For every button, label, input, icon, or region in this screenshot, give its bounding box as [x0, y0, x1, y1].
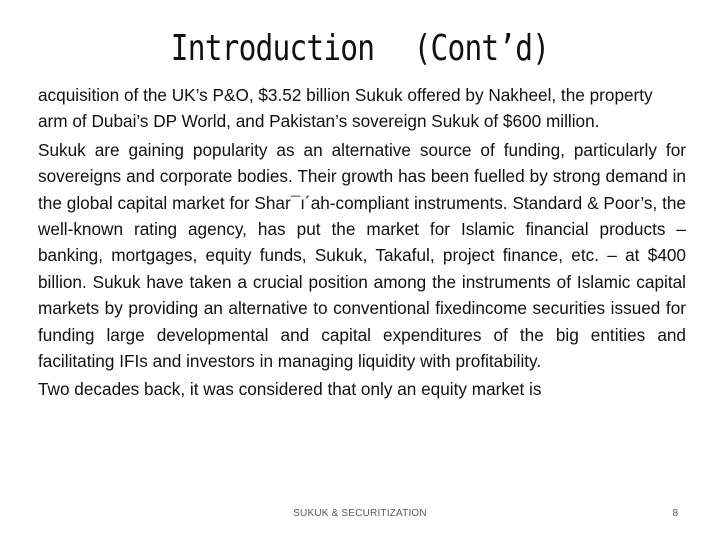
- body-paragraph-2: Sukuk are gaining popularity as an alternative source of funding, particularly for sovereigns and corporate bodies. Their growth has been fuelled by strong demand in the global capital market for Shar¯ı´ah-compliant instruments. Standard & Poor’s, the well-known rating agency, has put the market for Islamic financial products – banking, mortgages, equity funds, Sukuk, Takaful, project finance, etc. – at $400 billion. Sukuk have taken a crucial position among the instruments of Islamic capital markets by providing an alternative to conventional fixedincome securities issued for funding large developmental and capital expenditures of the big entities and facilitating IFIs and investors in managing liquidity with profitability.: [38, 139, 686, 372]
- page-number: 8: [672, 508, 678, 519]
- slide-title-main: Introduction: [170, 28, 375, 69]
- footer-label: SUKUK & SECURITIZATION: [293, 508, 427, 519]
- slide-title-suffix: (Cont’d): [413, 28, 550, 69]
- body-paragraph-1: acquisition of the UK’s P&O, $3.52 billion Sukuk offered by Nakheel, the property arm of Dubai’s DP World, and Pakistan’s sovereign Sukuk of $600 million.: [38, 85, 653, 132]
- body-paragraph-3: Two decades back, it was considered that only an equity market is: [38, 379, 542, 400]
- slide-body: [38, 82, 686, 403]
- slide-title: [65, 28, 655, 69]
